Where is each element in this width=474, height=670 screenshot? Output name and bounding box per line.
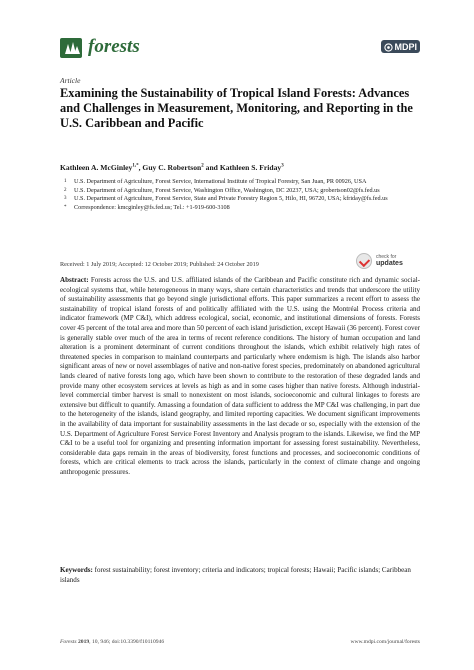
check-updates-icon	[356, 253, 372, 269]
affiliation-number: 2	[64, 187, 67, 193]
affiliations	[60, 178, 420, 212]
author-affiliation-marker: 2	[201, 163, 204, 169]
publisher-name: MDPI	[394, 42, 417, 52]
forests-logo-icon	[60, 38, 82, 58]
abstract	[60, 276, 420, 477]
check-updates-line1: check for	[376, 254, 397, 260]
publisher-logo	[381, 40, 421, 53]
article-title: Examining the Sustainability of Tropical Island Forests: Advances and Challenges in Measurement, Monitoring, and Reporting in the U.S. Caribbean and Pacific	[60, 86, 413, 130]
journal-url-link[interactable]: www.mdpi.com/journal/forests	[350, 639, 420, 645]
abstract-text: Forests across the U.S. and U.S. affiliated islands of the Caribbean and Pacific constitute rich and dynamic social-ecological systems that, while heterogeneous in many ways, share certain characteristics and trends that underscore the utility of sustainability assessments that go beyond single jurisdictional efforts. This paper summarizes a recent effort to assess the sustainability of tropical island forests of and politically affiliated with the U.S. using the Montréal Process criteria and indicator framework (MP C&I), which address ecological, social, economic, and institutional dimensions of forests. Forests cover 45 percent of the total area and more than 50 percent of each island jurisdiction, except Hawaii (36 percent). Forest cover is generally stable over much of the area in terms of recent reference conditions. The history of human occupation and land alteration is a prominent determinant of current conditions throughout the islands, which exhibit relatively high rates of threatened species in comparison to mainland counterparts and particularly where endemism is high. The islands also harbor significant areas of new or novel assemblages of native and non-native forest species, predominately on abandoned agricultural lands cleared of native forests long ago, which have been shown to contribute to the restoration of these degraded lands and provide many other ecosystem services at levels as high as and in some cases higher than native forests. Although industrial-level commercial timber harvest is small to nonexistent on most islands, socioeconomic and cultural linkages to forests are extensive but difficult to quantify. Amassing a foundation of data sufficient to address the MP C&I was challenging, in part due to the heterogeneity of the islands, island geography, and limited reporting capacities. We document significant improvements in the availability of data important for sustainability assessments in the last decade or so, especially with the extension of the U.S. Department of Agriculture Forest Service Forest Inventory and Analysis program to the islands. Likewise, we find the MP C&I to be a useful tool for organizing and presenting information important for assessing forest sustainability. Nevertheless, considerable data gaps remain in the areas of biodiversity, forest functions and processes, and socioeconomic conditions of forests, which are critical elements to track across the islands, particularly in the context of climate change and ongoing anthropogenic pressures.	[60, 276, 421, 476]
publication-dates: Received: 1 July 2019; Accepted: 12 October 2019; Published: 24 October 2019	[60, 261, 259, 268]
affiliation-item	[60, 195, 420, 204]
citation-details: , 10, 946; doi:10.3390/f10110946	[89, 639, 165, 645]
correspondence	[60, 204, 420, 213]
affiliation-text: U.S. Department of Agriculture, Forest Service, International Institute of Tropical Forestry, San Juan, PR 00926, USA	[74, 178, 367, 185]
citation	[60, 639, 164, 645]
affiliation-number: 1	[64, 179, 67, 184]
author-name: Kathleen S. Friday	[219, 163, 282, 172]
check-for-updates-button[interactable]	[356, 252, 422, 270]
citation-year: 2019	[77, 639, 90, 645]
affiliation-number: 3	[64, 196, 67, 201]
keywords-label: Keywords:	[60, 566, 93, 574]
affiliation-item	[60, 187, 420, 196]
author-affiliation-marker: 3	[281, 163, 284, 169]
affiliation-text: U.S. Department of Agriculture, Forest Service, Washington Office, Washington, DC 20237, USA; grobertson02@fs.fed.us	[74, 186, 380, 194]
author-list	[60, 163, 420, 172]
correspondence-marker: *	[64, 204, 67, 210]
citation-journal: Forests	[60, 639, 77, 645]
author-name: Guy C. Robertson	[142, 163, 202, 172]
keywords	[60, 566, 420, 585]
check-updates-line2: updates	[376, 260, 403, 267]
author-affiliation-marker: 1,*	[132, 163, 139, 169]
author-name: Kathleen A. McGinley	[60, 163, 133, 172]
correspondence-text: Correspondence: kmcginley@fs.fed.us; Tel.: +1-919-600-3108	[74, 203, 230, 211]
abstract-label: Abstract:	[60, 276, 89, 284]
keywords-text: forest sustainability; forest inventory; criteria and indicators; tropical forests; Hawaii; Pacific islands; Caribbean islands	[60, 566, 411, 584]
affiliation-item	[60, 178, 420, 187]
author-separator: and	[203, 163, 220, 172]
author-separator: ,	[138, 163, 143, 172]
journal-header	[60, 36, 420, 66]
affiliation-text: U.S. Department of Agriculture, Forest Service, State and Private Forestry Region 5, Hilo, HI, 96720, USA; kfriday@fs.fed.us	[74, 195, 388, 202]
article-type: Article	[60, 76, 81, 85]
journal-name: forests	[88, 36, 140, 57]
mdpi-logo-icon	[384, 43, 393, 52]
